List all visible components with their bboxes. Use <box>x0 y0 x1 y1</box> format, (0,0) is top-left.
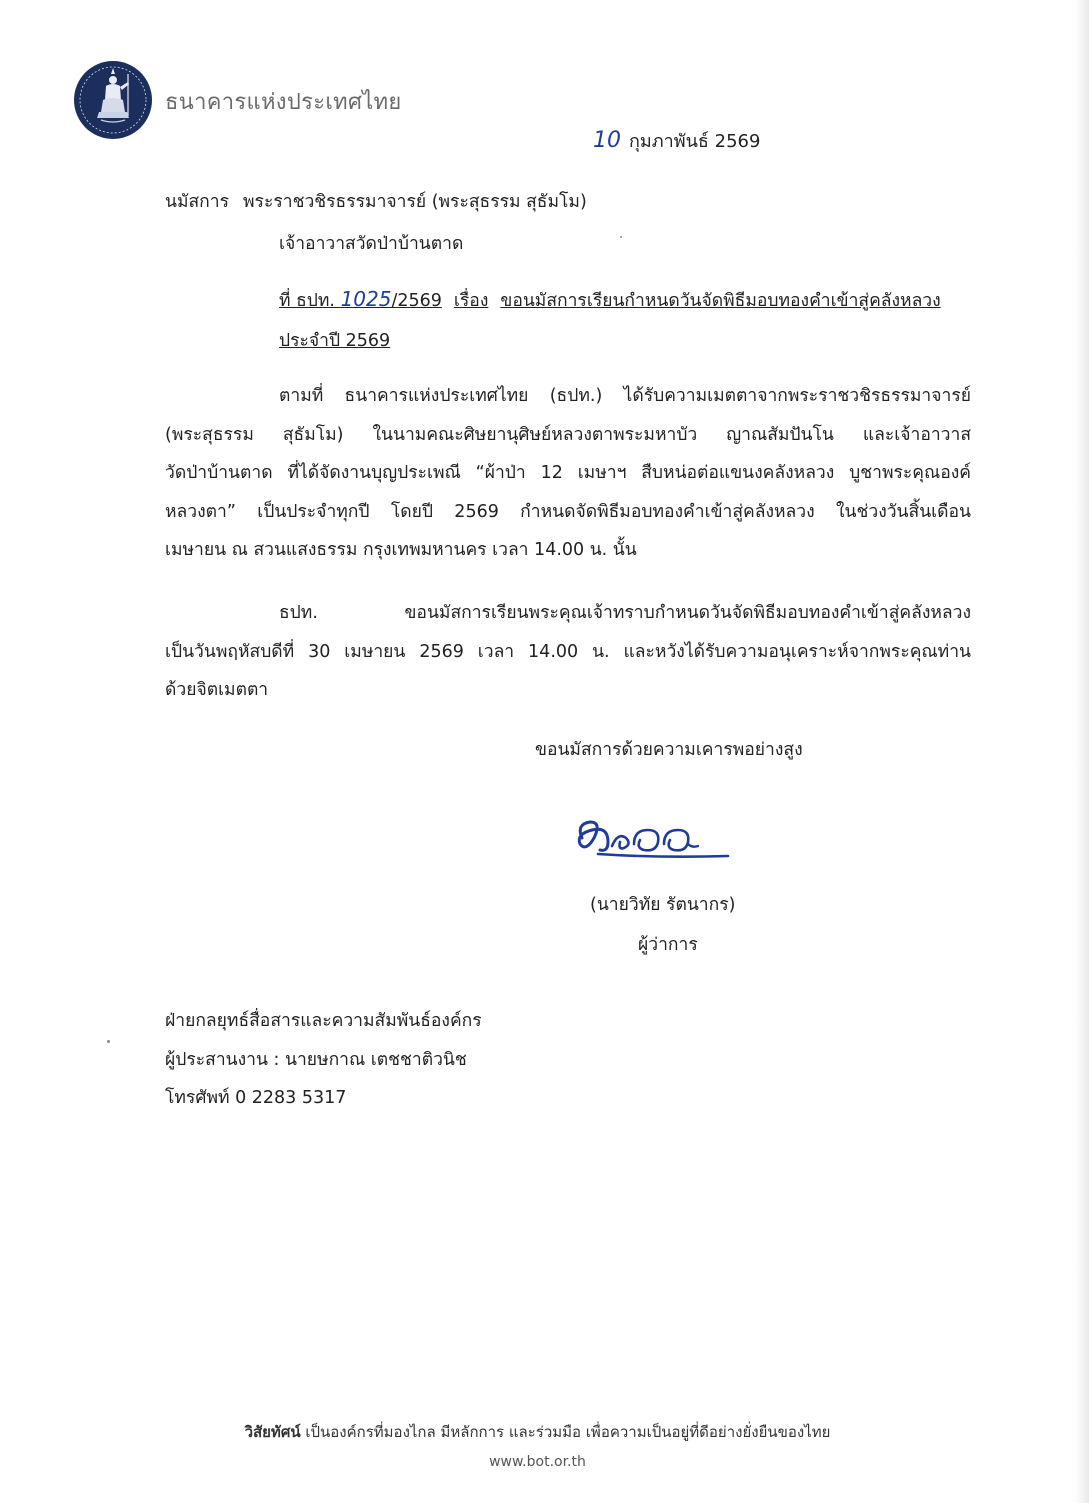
closing-phrase: ขอนมัสการด้วยความเคารพอย่างสูง <box>535 740 803 760</box>
paragraph-line: (พระสุธรรม สุธัมโม) ในนามคณะศิษยานุศิษย์หลวงตาพระมหาบัว ญาณสัมปันโน และเจ้าอาวาส <box>165 424 971 445</box>
recipient-line <box>165 187 587 215</box>
paragraph-line: เป็นวันพฤหัสบดีที่ 30 เมษายน 2569 เวลา 14.00 น. และหวังได้รับความอนุเคราะห์จากพระคุณท่าน <box>165 641 971 662</box>
contact-department: ฝ่ายกลยุทธ์สื่อสารและความสัมพันธ์องค์กร <box>165 1011 482 1031</box>
body-paragraph-2 <box>165 594 971 710</box>
contact-phone: โทรศัพท์ 0 2283 5317 <box>165 1088 347 1108</box>
vision-text: เป็นองค์กรที่มองไกล มีหลักการ และร่วมมือ เพื่อความเป็นอยู่ที่ดีอย่างยั่งยืนของไทย <box>305 1423 831 1441</box>
reference-subject-line <box>279 286 941 314</box>
salutation: นมัสการ <box>165 192 230 212</box>
paragraph-line: ด้วยจิตเมตตา <box>165 680 269 700</box>
page-edge-shadow <box>1075 0 1089 1503</box>
recipient-position: เจ้าอาวาสวัดป่าบ้านตาด <box>279 234 464 254</box>
ref-number-handwritten: 1025 <box>340 287 392 311</box>
handwritten-signature <box>568 808 738 868</box>
signatory-title: ผู้ว่าการ <box>638 935 698 955</box>
signatory-name: (นายวิทัย รัตนากร) <box>590 895 736 915</box>
body-paragraph-1 <box>165 377 971 570</box>
paragraph-line: ตามที่ ธนาคารแห่งประเทศไทย (ธปท.) ได้รับความเมตตาจากพระราชวชิรธรรมาจารย์ <box>279 386 971 406</box>
ref-prefix: ที่ ธปท. <box>279 291 335 311</box>
footer-vision <box>0 1420 1075 1444</box>
paragraph-line: หลวงตา” เป็นประจำทุกปี โดยปี 2569 กำหนดจัดพิธีมอบทองคำเข้าสู่คลังหลวง ในช่วงวันสิ้นเดือน <box>165 501 971 522</box>
subject-line-1: ขอนมัสการเรียนกำหนดวันจัดพิธีมอบทองคำเข้าสู่คลังหลวง <box>500 291 941 311</box>
bank-name: ธนาคารแห่งประเทศไทย <box>165 90 402 115</box>
footer-website[interactable]: www.bot.or.th <box>489 1454 586 1470</box>
letter-date <box>593 126 760 155</box>
paragraph-line: วัดป่าบ้านตาด ที่ได้จัดงานบุญประเพณี “ผ้าป่า 12 เมษาฯ สืบหน่อต่อแขนงคลังหลวง บูชาพระคุณองค์ <box>165 463 971 483</box>
ref-suffix: /2569 <box>391 291 442 311</box>
date-month-year: กุมภาพันธ์ 2569 <box>629 131 761 152</box>
signature-icon <box>568 808 738 868</box>
speck <box>620 236 622 238</box>
vision-label: วิสัยทัศน์ <box>244 1423 301 1441</box>
contact-coordinator: ผู้ประสานงาน : นายษกาณ เตชชาติวนิช <box>165 1050 467 1070</box>
subject-label: เรื่อง <box>453 291 489 311</box>
bank-logo-seal <box>73 60 153 140</box>
speck <box>107 1040 110 1043</box>
recipient-name: พระราชวชิรธรรมาจารย์ (พระสุธรรม สุธัมโม) <box>243 192 587 212</box>
seal-icon <box>73 60 153 140</box>
subject-line-2: ประจำปี 2569 <box>279 331 391 351</box>
paragraph-line: เมษายน ณ สวนแสงธรรม กรุงเทพมหานคร เวลา 14.00 น. นั้น <box>165 540 637 560</box>
date-day-handwritten: 10 <box>593 128 621 153</box>
paragraph-line: ธปท. ขอนมัสการเรียนพระคุณเจ้าทราบกำหนดวันจัดพิธีมอบทองคำเข้าสู่คลังหลวง <box>279 603 971 623</box>
